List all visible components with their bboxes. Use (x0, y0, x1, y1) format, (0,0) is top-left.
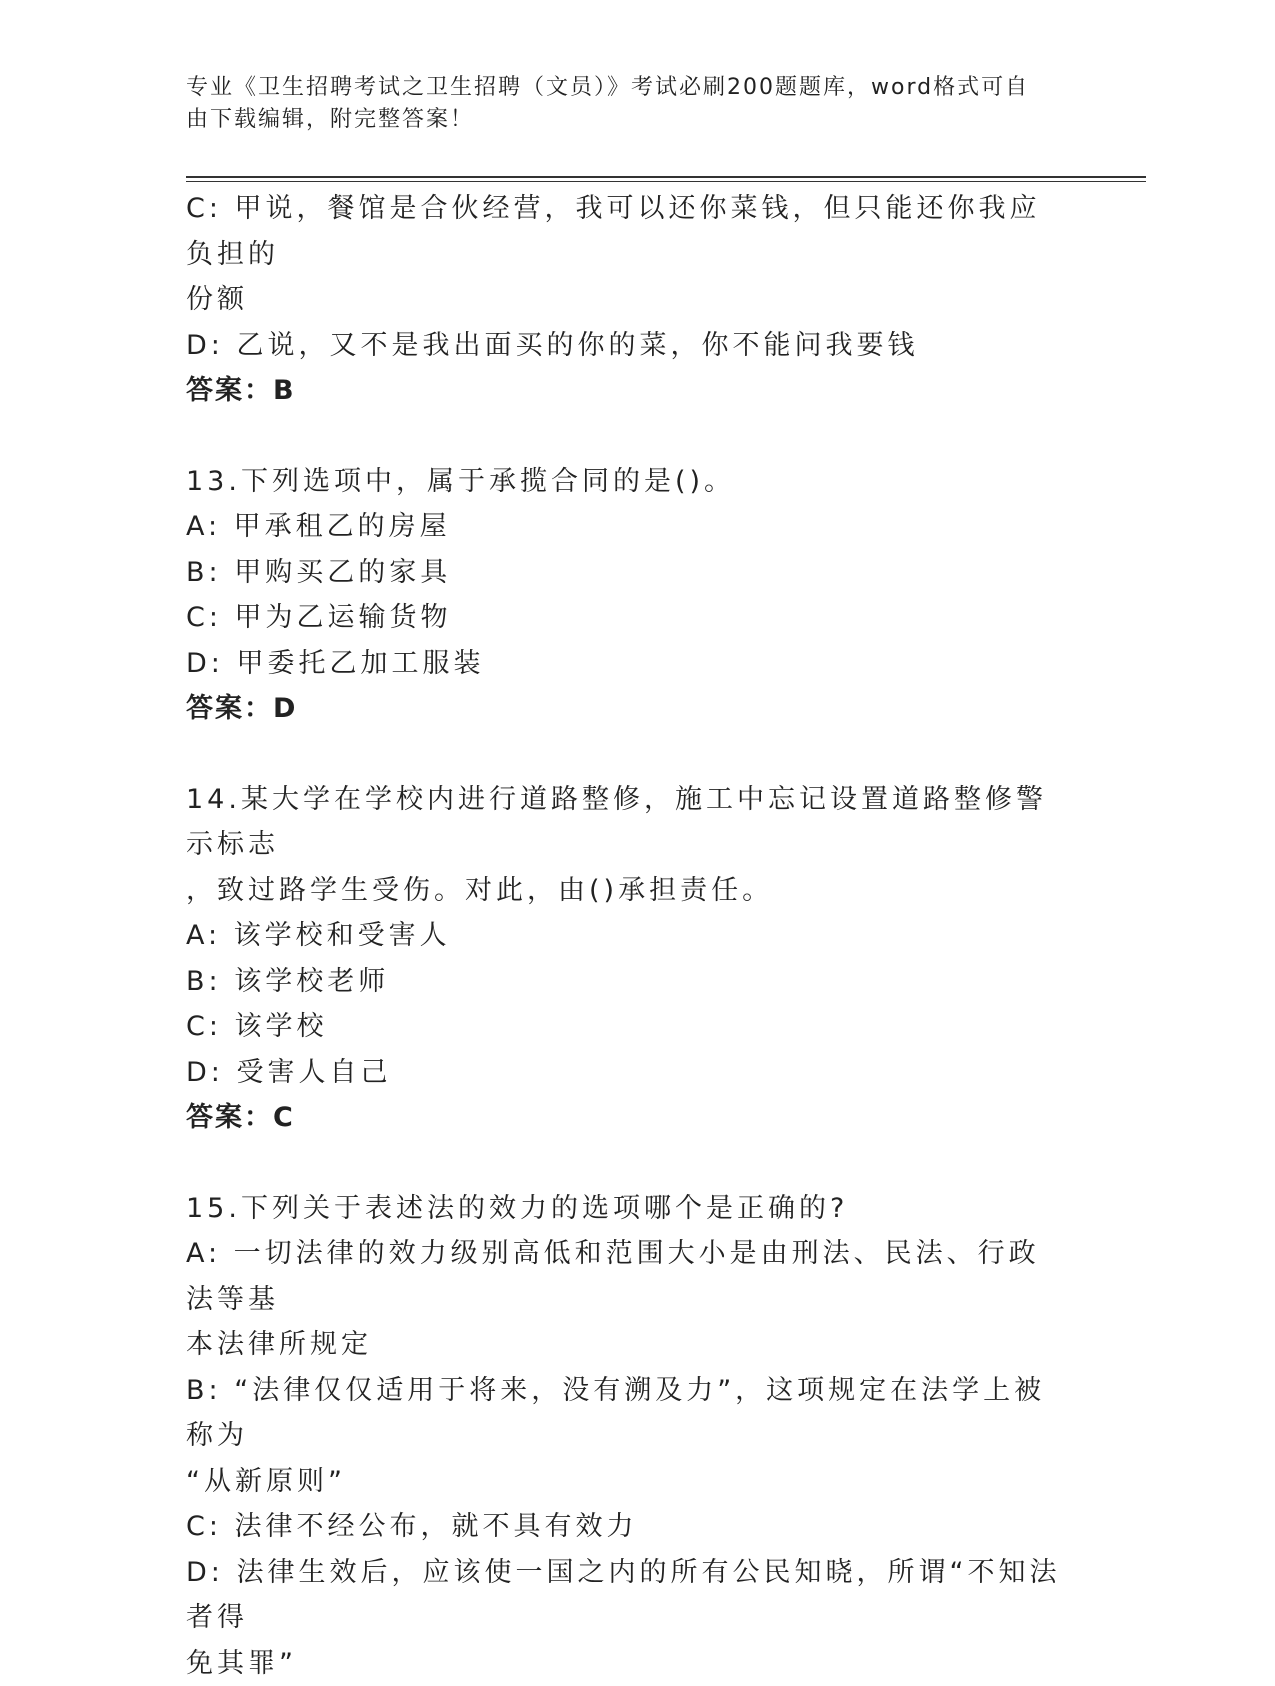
q13-option-c: C: 甲为乙运输货物 (186, 595, 1066, 641)
q13-option-a: A: 甲承租乙的房屋 (186, 504, 1066, 550)
prev-option-d: D: 乙说，又不是我出面买的你的菜，你不能问我要钱 (186, 323, 1066, 369)
q13-option-b: B: 甲购买乙的家具 (186, 550, 1066, 596)
q13-option-d: D: 甲委托乙加工服装 (186, 641, 1066, 687)
q14-option-b: B: 该学校老师 (186, 959, 1066, 1005)
q15-option-b-line-2: “从新原则” (186, 1459, 1066, 1505)
q13-stem: 13.下列选项中，属于承揽合同的是()。 (186, 459, 1066, 505)
header-divider-thick (186, 176, 1146, 178)
q15-stem: 15.下列关于表述法的效力的选项哪个是正确的? (186, 1186, 1066, 1232)
q14-stem-line-1: 14.某大学在学校内进行道路整修，施工中忘记设置道路整修警示标志 (186, 777, 1066, 868)
prev-option-c-line-1: C: 甲说，餐馆是合伙经营，我可以还你菜钱，但只能还你我应负担的 (186, 186, 1066, 277)
spacer (186, 732, 1066, 777)
q15-option-a-line-2: 本法律所规定 (186, 1322, 1066, 1368)
q14-option-a: A: 该学校和受害人 (186, 913, 1066, 959)
q15-option-a-line-1: A: 一切法律的效力级别高低和范围大小是由刑法、民法、行政法等基 (186, 1231, 1066, 1322)
q14-stem-line-2: ，致过路学生受伤。对此，由()承担责任。 (186, 868, 1066, 914)
q15-option-b-line-1: B: “法律仅仅适用于将来，没有溯及力”，这项规定在法学上被称为 (186, 1368, 1066, 1459)
q15-option-c: C: 法律不经公布，就不具有效力 (186, 1504, 1066, 1550)
spacer (186, 414, 1066, 459)
document-header (186, 72, 1066, 136)
header-line-1: 专业《卫生招聘考试之卫生招聘（文员）》考试必刷200题题库，word格式可自 (186, 72, 1066, 104)
question-list (186, 186, 1066, 1686)
q14-option-d: D: 受害人自己 (186, 1050, 1066, 1096)
q15-option-d-line-2: 免其罪” (186, 1641, 1066, 1686)
header-line-2: 由下载编辑，附完整答案！ (186, 104, 1066, 136)
q14-option-c: C: 该学校 (186, 1004, 1066, 1050)
prev-option-c-line-2: 份额 (186, 277, 1066, 323)
prev-answer: 答案：B (186, 368, 1066, 414)
q15-option-d-line-1: D: 法律生效后，应该使一国之内的所有公民知晓，所谓“不知法者得 (186, 1550, 1066, 1641)
q13-answer: 答案：D (186, 686, 1066, 732)
header-divider-thin (186, 181, 1146, 182)
q14-answer: 答案：C (186, 1095, 1066, 1141)
spacer (186, 1141, 1066, 1186)
